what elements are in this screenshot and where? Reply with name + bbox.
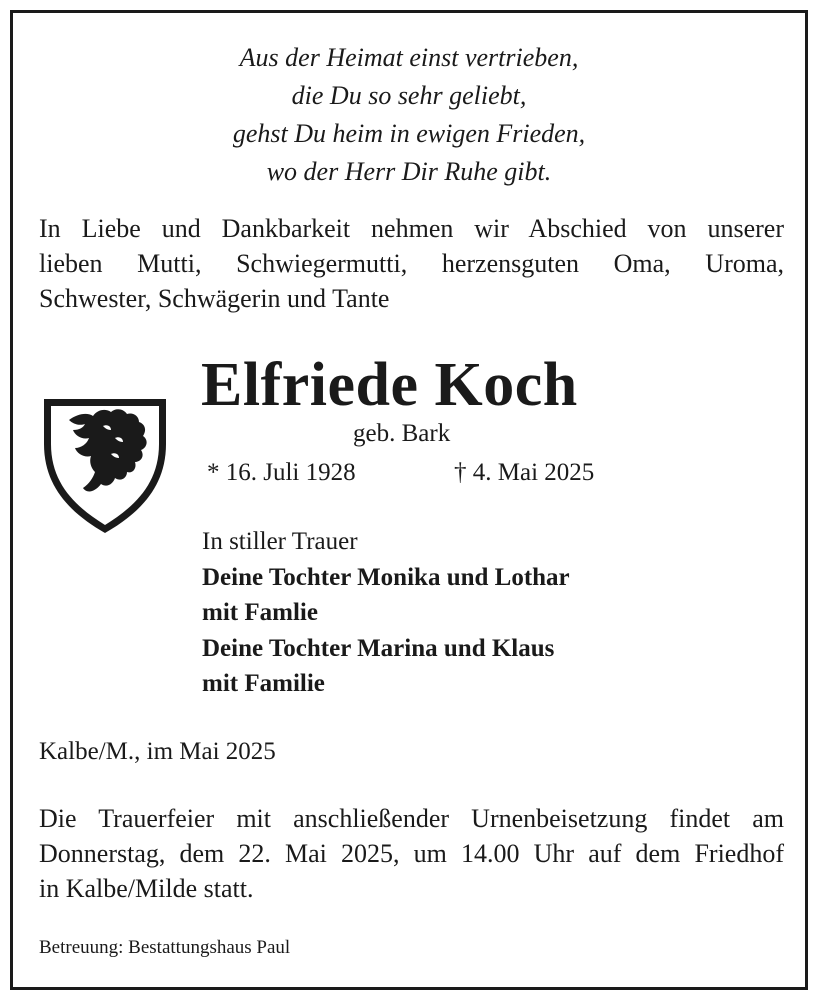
funeral-home-credit: Betreuung: Bestattungshaus Paul	[39, 937, 291, 958]
death-date: † 4. Mai 2025	[454, 459, 595, 486]
memorial-poem	[13, 39, 805, 191]
ceremony-notice	[39, 801, 784, 906]
maiden-name: geb. Bark	[353, 420, 451, 447]
coat-of-arms-icon	[41, 396, 169, 536]
ceremony-line: in Kalbe/Milde statt.	[39, 874, 254, 903]
poem-line: Aus der Heimat einst vertrieben,	[239, 43, 579, 72]
farewell-line: lieben Mutti, Schwiegermutti, herzensguten Oma, Uroma,	[39, 249, 784, 278]
farewell-line: Schwester, Schwägerin und Tante	[39, 284, 390, 313]
birth-date: * 16. Juli 1928	[207, 459, 356, 486]
poem-line: gehst Du heim in ewigen Frieden,	[232, 119, 586, 148]
mourning-heading: In stiller Trauer	[202, 528, 358, 555]
farewell-text	[39, 211, 784, 316]
mourners-block	[202, 524, 570, 702]
mourner-line: mit Familie	[202, 670, 325, 697]
poem-line: wo der Herr Dir Ruhe gibt.	[266, 157, 552, 186]
obituary-frame	[10, 10, 808, 990]
mourner-line: mit Famlie	[202, 599, 318, 626]
mourner-line: Deine Tochter Monika und Lothar	[202, 563, 570, 591]
ceremony-line: Die Trauerfeier mit anschließender Urnenbeisetzung findet am	[39, 804, 784, 833]
place-date: Kalbe/M., im Mai 2025	[39, 738, 276, 765]
mourner-line: Deine Tochter Marina und Klaus	[202, 634, 555, 662]
poem-line: die Du so sehr geliebt,	[291, 81, 527, 110]
deceased-name: Elfriede Koch	[201, 351, 578, 419]
farewell-line: In Liebe und Dankbarkeit nehmen wir Abschied von unserer	[39, 214, 784, 243]
ceremony-line: Donnerstag, dem 22. Mai 2025, um 14.00 Uhr auf dem Friedhof	[39, 839, 784, 868]
